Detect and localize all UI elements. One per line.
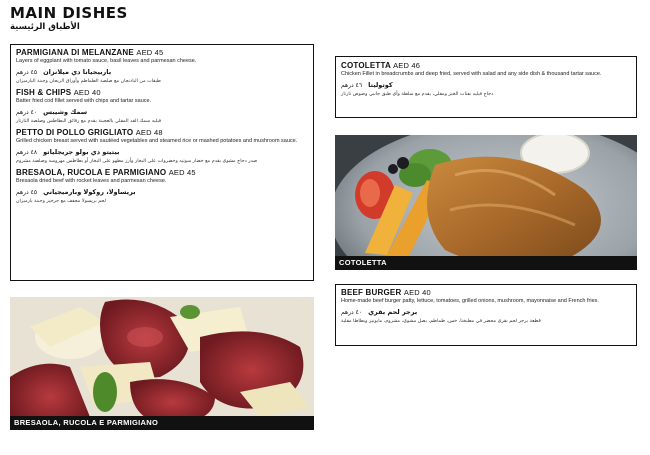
item-price-arabic: ٤٠ درهم bbox=[16, 109, 38, 116]
item-description: Batter fried cod fillet served with chips and tartar sauce. bbox=[16, 98, 152, 104]
bresaola-image bbox=[10, 297, 314, 430]
item-description: Layers of eggplant with tomato sauce, basil leaves and parmesan cheese. bbox=[16, 58, 197, 64]
item-description-arabic: صدر دجاج مشوي يقدم مع خضار سوتيه وخضروات على البخار وأرز مطهو على البخار أو بطاطس مهروسة وصلصة مشروم bbox=[16, 159, 258, 164]
item-name-arabic: كوتوليتا bbox=[368, 81, 393, 89]
item-description-arabic: فيليه سمك القد المقلي بالعجينة يقدم مع رقائق البطاطس وصلصة التارتار bbox=[16, 119, 162, 124]
item-price-arabic: ٤٦ درهم bbox=[341, 82, 363, 89]
item-name-arabic: باربيجيانا دي ميلانزان bbox=[43, 68, 112, 76]
item-name: BRESAOLA, RUCOLA E PARMIGIANO AED 45 bbox=[16, 168, 196, 177]
item-description: Chicken Fillet in breadcrumbs and deep fried, served with salad and any side dish & thousand tartar sauce. bbox=[341, 71, 602, 77]
item-description: Grilled chicken breast served with sautéed vegetables and steamed rice or mashed potatoes and mushroom sauce. bbox=[16, 138, 298, 144]
item-arabic-row bbox=[16, 188, 308, 197]
item-name: PETTO DI POLLO GRIGLIATO AED 48 bbox=[16, 128, 163, 137]
item-price: AED 48 bbox=[135, 128, 163, 137]
item-name: BEEF BURGER AED 40 bbox=[341, 288, 431, 297]
photo-caption: BRESAOLA, RUCOLA E PARMIGIANO bbox=[10, 416, 314, 430]
item-arabic-row bbox=[16, 108, 308, 117]
page-title: MAIN DISHES bbox=[10, 4, 128, 22]
bresaola-photo bbox=[10, 297, 314, 430]
item-name: FISH & CHIPS AED 40 bbox=[16, 88, 101, 97]
item-name-arabic: برجر لحم بقري bbox=[368, 308, 418, 316]
item-price: AED 40 bbox=[73, 88, 101, 97]
item-price-arabic: ٤٥ درهم bbox=[16, 189, 38, 196]
item-arabic-row bbox=[16, 68, 308, 77]
item-description: Bresaola dried beef with rocket leaves and parmesan cheese. bbox=[16, 178, 167, 184]
item-price: AED 45 bbox=[168, 168, 196, 177]
item-name-arabic: سمك وشيبس bbox=[43, 108, 88, 116]
item-arabic-row bbox=[341, 308, 631, 317]
item-name-arabic: بيتيتو دي بولو جريجلياتو bbox=[43, 148, 120, 156]
item-description-arabic: دجاج فيليه بفتات الخبز ومقلي، يقدم مع سلطة وأي طبق جانبي وصوص تارتار bbox=[341, 92, 494, 97]
item-description: Home-made beef burger patty, lettuce, tomatoes, grilled onions, mushroom, mayonnaise and French fries. bbox=[341, 298, 599, 304]
item-name: COTOLETTA AED 46 bbox=[341, 61, 421, 70]
item-price: AED 46 bbox=[393, 61, 421, 70]
page-title-arabic: الأطباق الرئيسية bbox=[10, 22, 80, 32]
item-price-arabic: ٤٨ درهم bbox=[16, 149, 38, 156]
main-dishes-box bbox=[10, 44, 314, 281]
item-price: AED 45 bbox=[136, 48, 164, 57]
item-description-arabic: قطعة برجر لحم بقري محضر في مطبخنا، خس، طماطم، بصل مشوي، مشروم، مايونيز وبطاطا مقلية bbox=[341, 319, 541, 324]
cotoletta-image bbox=[335, 135, 637, 270]
menu-item-bresaola[interactable] bbox=[16, 168, 308, 205]
item-arabic-row bbox=[16, 148, 308, 157]
item-description-arabic: طبقات من الباذنجان مع صلصة الطماطم وأوراق الريحان وجبنة البارميزان bbox=[16, 79, 161, 84]
menu-item-parmigiana[interactable] bbox=[16, 48, 308, 85]
item-arabic-row bbox=[341, 81, 631, 90]
item-price-arabic: ٤٠ درهم bbox=[341, 309, 363, 316]
menu-item-beef-burger[interactable] bbox=[335, 284, 637, 346]
item-price-arabic: ٤٥ درهم bbox=[16, 69, 38, 76]
item-description-arabic: لحم بريسولا مجفف مع جرجير وجبنة بارميزان bbox=[16, 199, 106, 204]
menu-item-cotoletta[interactable] bbox=[335, 56, 637, 118]
menu-item-fish-chips[interactable] bbox=[16, 88, 308, 125]
cotoletta-photo bbox=[335, 135, 637, 270]
item-name: PARMIGIANA DI MELANZANE AED 45 bbox=[16, 48, 164, 57]
menu-item-petto-di-pollo[interactable] bbox=[16, 128, 308, 165]
item-price: AED 40 bbox=[403, 288, 431, 297]
photo-caption: COTOLETTA bbox=[335, 256, 637, 270]
item-name-arabic: بريساولا، روكولا وبارميجياني bbox=[43, 188, 136, 196]
